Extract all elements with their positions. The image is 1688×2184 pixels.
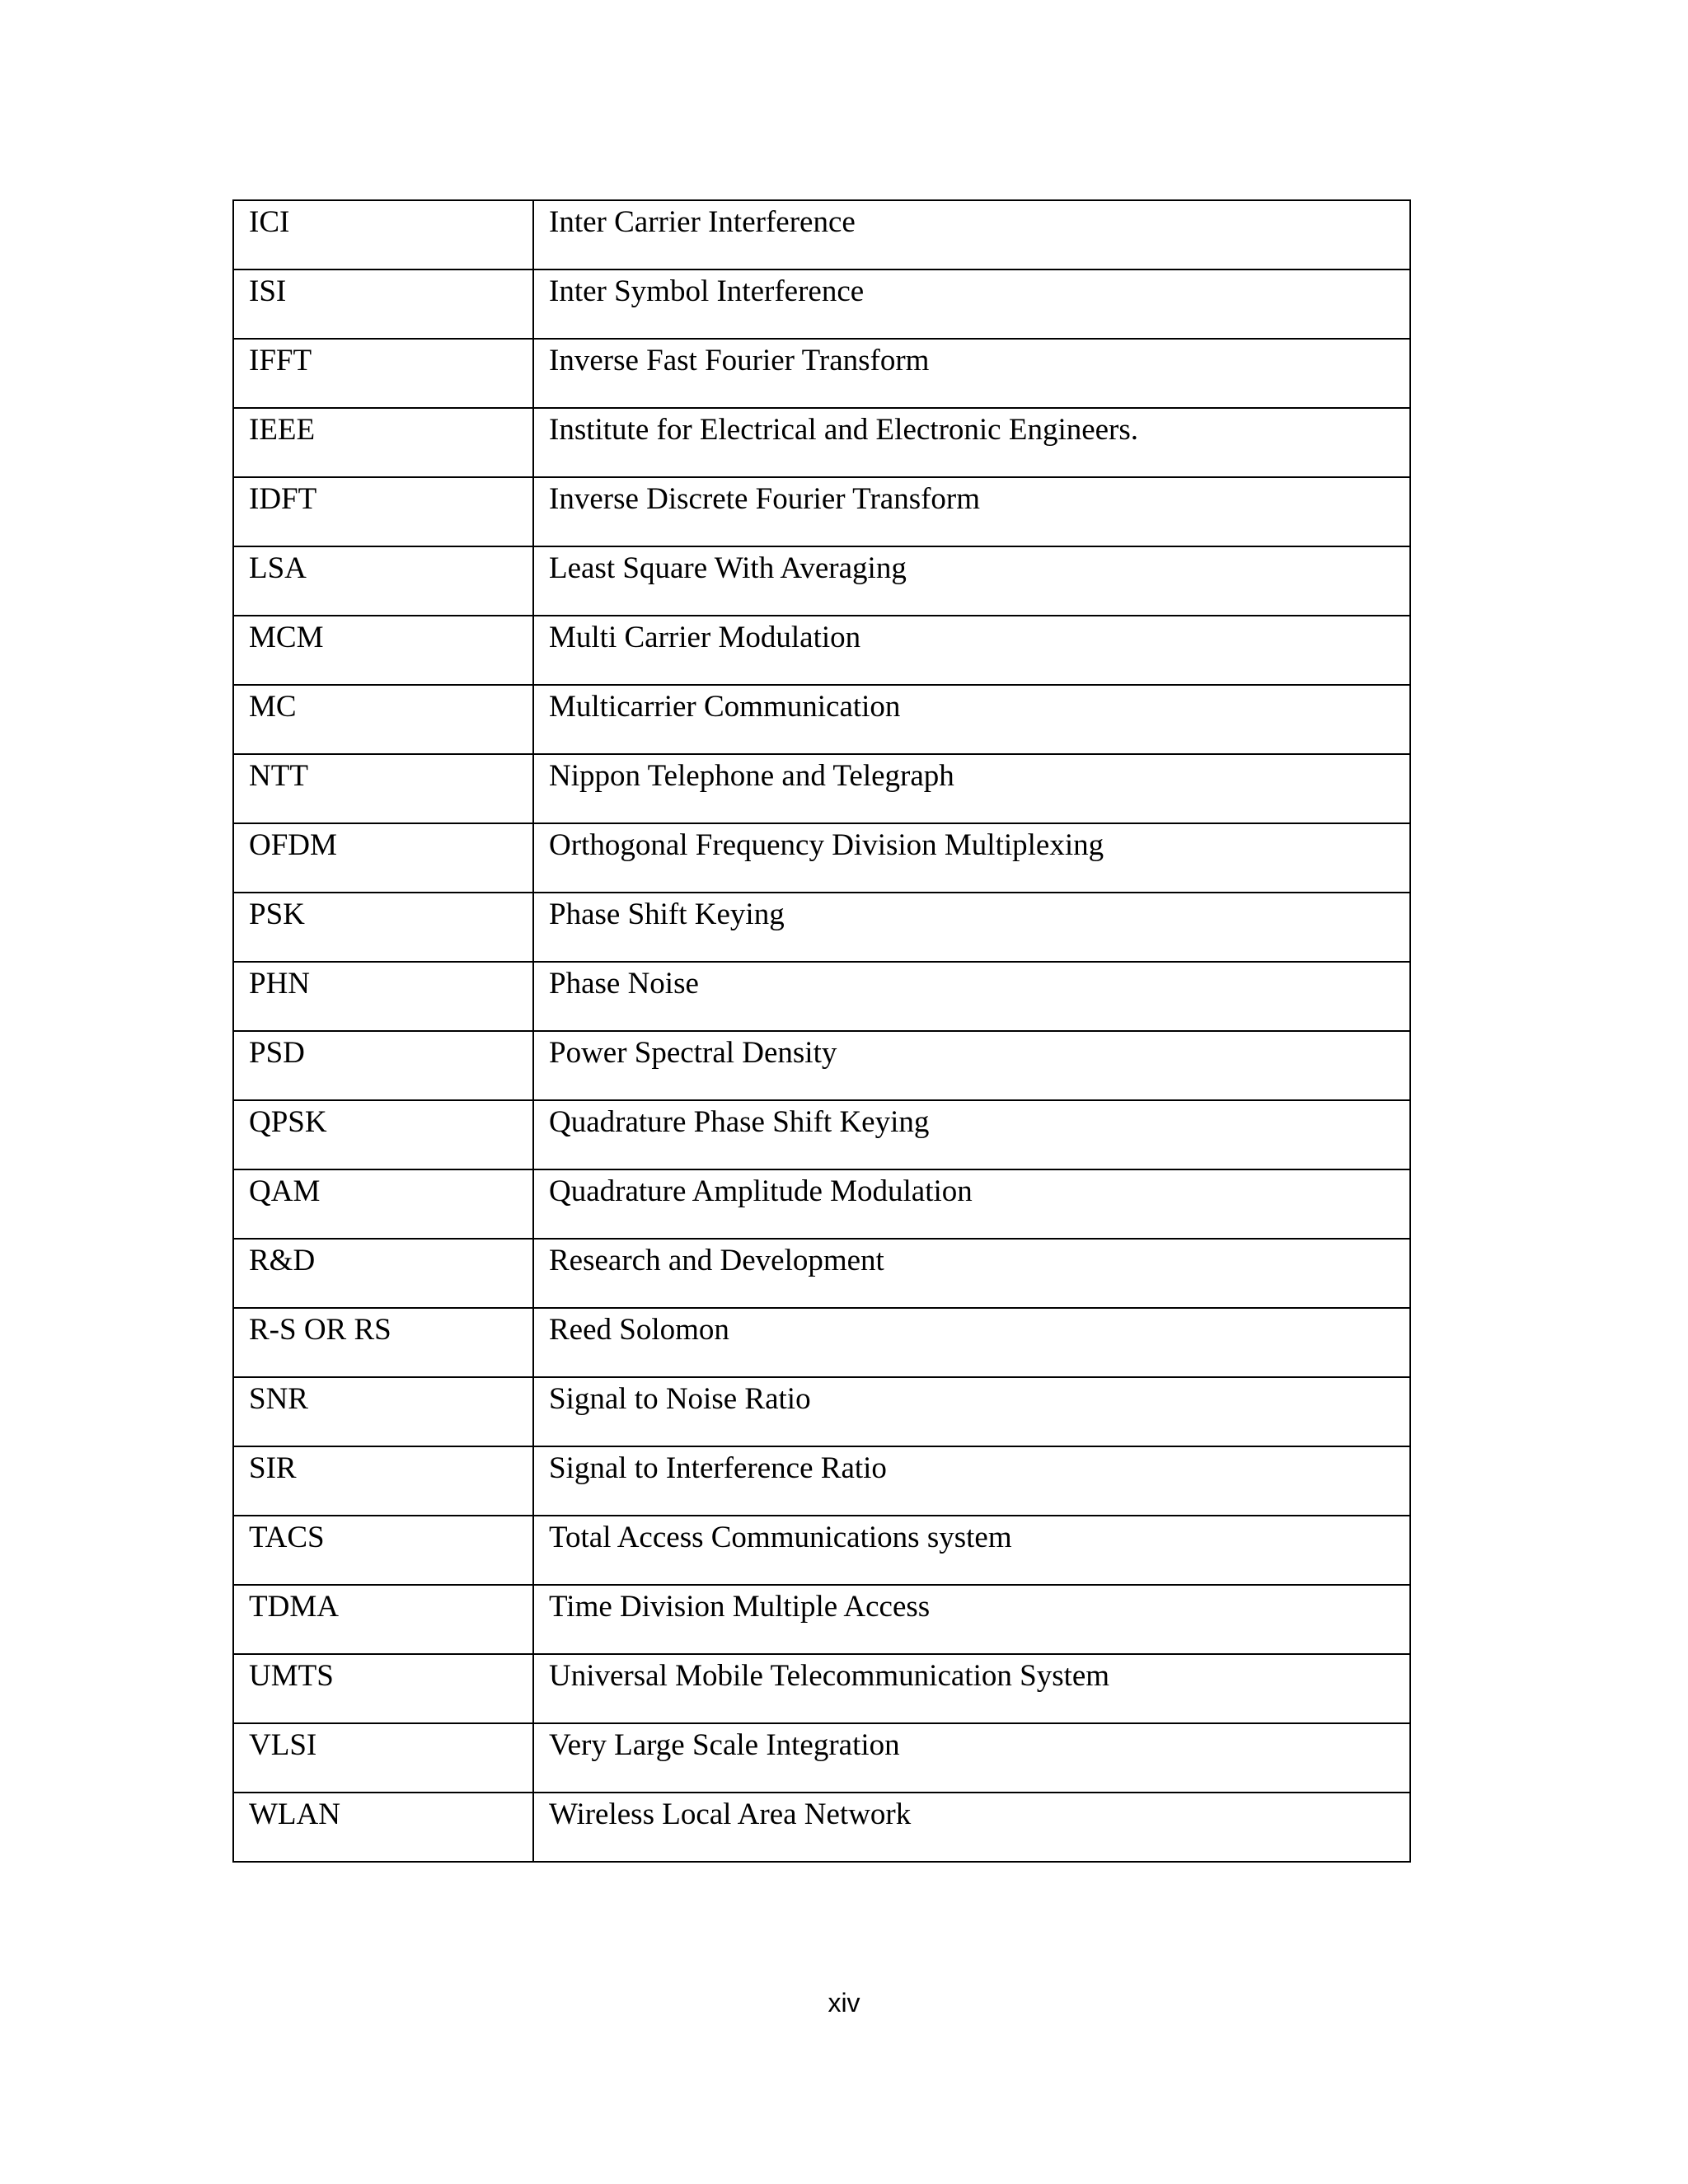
abbreviation-cell: PSD (233, 1031, 533, 1100)
table-row (233, 1585, 1410, 1654)
abbreviation-cell: WLAN (233, 1793, 533, 1862)
definition-cell: Institute for Electrical and Electronic Engineers. (533, 408, 1410, 477)
abbreviation-cell: UMTS (233, 1654, 533, 1723)
abbreviation-cell: OFDM (233, 823, 533, 893)
definition-cell: Inter Carrier Interference (533, 200, 1410, 269)
abbreviation-cell: ISI (233, 269, 533, 339)
page-number: xiv (828, 1988, 860, 2018)
table-row (233, 754, 1410, 823)
definition-cell: Power Spectral Density (533, 1031, 1410, 1100)
abbreviation-cell: PHN (233, 962, 533, 1031)
abbreviation-cell: MCM (233, 616, 533, 685)
definition-cell: Wireless Local Area Network (533, 1793, 1410, 1862)
definition-cell: Multicarrier Communication (533, 685, 1410, 754)
abbreviations-table (232, 199, 1411, 1863)
definition-cell: Phase Shift Keying (533, 893, 1410, 962)
abbreviation-cell: TDMA (233, 1585, 533, 1654)
table-row (233, 408, 1410, 477)
definition-cell: Research and Development (533, 1239, 1410, 1308)
abbreviation-cell: VLSI (233, 1723, 533, 1793)
definition-cell: Reed Solomon (533, 1308, 1410, 1377)
definition-cell: Signal to Interference Ratio (533, 1446, 1410, 1516)
abbreviations-table-body (233, 200, 1410, 1862)
abbreviation-cell: QAM (233, 1169, 533, 1239)
table-row (233, 1446, 1410, 1516)
abbreviation-cell: NTT (233, 754, 533, 823)
definition-cell: Quadrature Amplitude Modulation (533, 1169, 1410, 1239)
abbreviation-cell: TACS (233, 1516, 533, 1585)
abbreviation-cell: R&D (233, 1239, 533, 1308)
abbreviation-cell: SNR (233, 1377, 533, 1446)
definition-cell: Very Large Scale Integration (533, 1723, 1410, 1793)
definition-cell: Nippon Telephone and Telegraph (533, 754, 1410, 823)
definition-cell: Total Access Communications system (533, 1516, 1410, 1585)
definition-cell: Inverse Fast Fourier Transform (533, 339, 1410, 408)
table-row (233, 1793, 1410, 1862)
table-row (233, 962, 1410, 1031)
table-row (233, 685, 1410, 754)
definition-cell: Orthogonal Frequency Division Multiplexing (533, 823, 1410, 893)
table-row (233, 339, 1410, 408)
definition-cell: Phase Noise (533, 962, 1410, 1031)
table-row (233, 1308, 1410, 1377)
abbreviation-cell: SIR (233, 1446, 533, 1516)
abbreviation-cell: QPSK (233, 1100, 533, 1169)
table-row (233, 200, 1410, 269)
definition-cell: Signal to Noise Ratio (533, 1377, 1410, 1446)
definition-cell: Inter Symbol Interference (533, 269, 1410, 339)
abbreviation-cell: MC (233, 685, 533, 754)
abbreviation-cell: IEEE (233, 408, 533, 477)
abbreviation-cell: R-S OR RS (233, 1308, 533, 1377)
table-row (233, 1723, 1410, 1793)
abbreviation-cell: IFFT (233, 339, 533, 408)
table-row (233, 1100, 1410, 1169)
table-row (233, 1377, 1410, 1446)
definition-cell: Quadrature Phase Shift Keying (533, 1100, 1410, 1169)
table-row (233, 1169, 1410, 1239)
abbreviation-cell: IDFT (233, 477, 533, 546)
table-row (233, 616, 1410, 685)
table-row (233, 269, 1410, 339)
table-row (233, 1239, 1410, 1308)
abbreviation-cell: ICI (233, 200, 533, 269)
definition-cell: Inverse Discrete Fourier Transform (533, 477, 1410, 546)
definition-cell: Least Square With Averaging (533, 546, 1410, 616)
table-row (233, 1031, 1410, 1100)
abbreviation-cell: LSA (233, 546, 533, 616)
table-row (233, 1654, 1410, 1723)
definition-cell: Universal Mobile Telecommunication System (533, 1654, 1410, 1723)
definition-cell: Time Division Multiple Access (533, 1585, 1410, 1654)
definition-cell: Multi Carrier Modulation (533, 616, 1410, 685)
table-row (233, 477, 1410, 546)
table-row (233, 546, 1410, 616)
table-row (233, 1516, 1410, 1585)
abbreviation-cell: PSK (233, 893, 533, 962)
table-row (233, 823, 1410, 893)
table-row (233, 893, 1410, 962)
